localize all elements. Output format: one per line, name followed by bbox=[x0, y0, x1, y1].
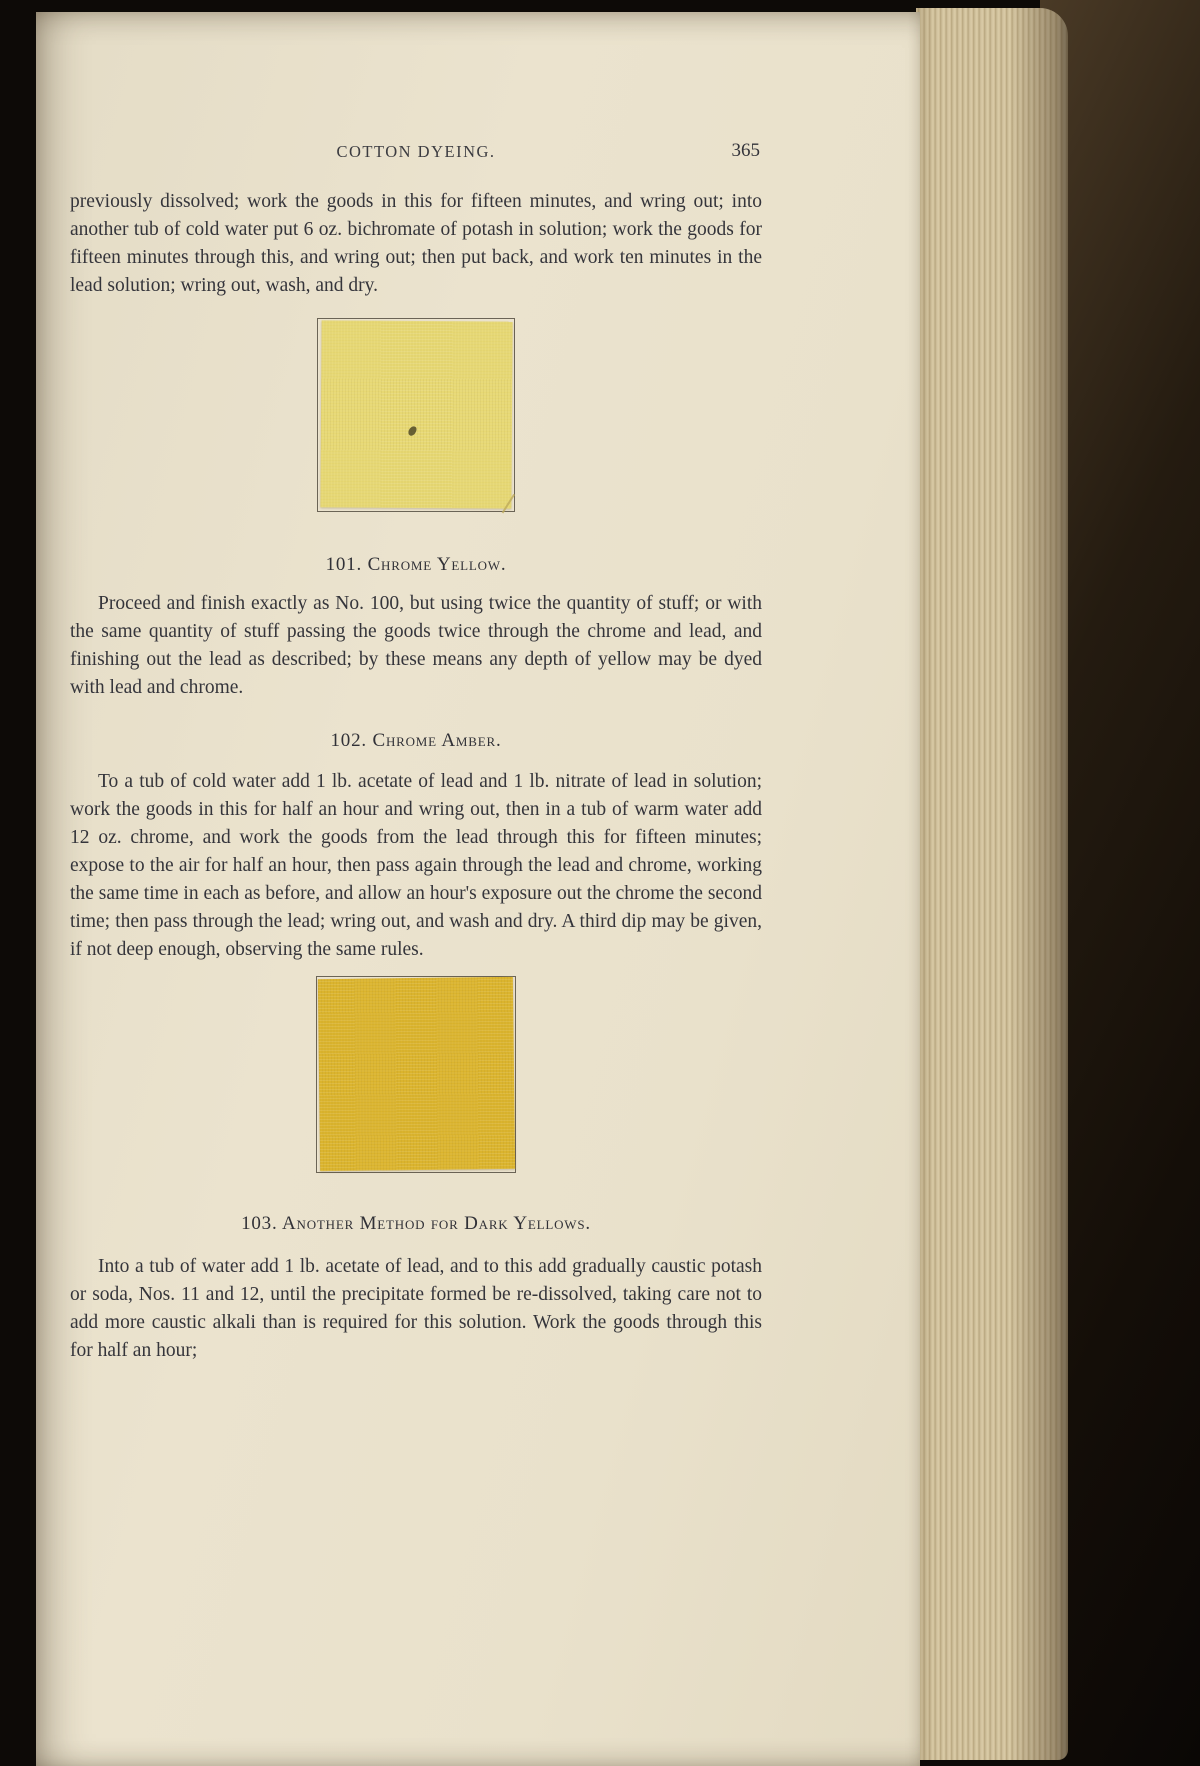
section-body-101: Proceed and finish exactly as No. 100, but using twice the quantity of stuff; or with the same quantity of stuff passing the goods twice through the chrome and lead, and finishing out the lead as described; by these means any depth of yellow may be dyed with lead and chrome. bbox=[70, 593, 762, 698]
intro-paragraph: previously dissolved; work the goods in this for fifteen minutes, and wring out; into another tub of cold water put 6 oz. bichromate of potash in solution; work the goods for fifteen minutes through this, and wring out; then put back, and work ten minutes in the lead solution; wring out, wash, and dry. bbox=[70, 191, 762, 296]
section-heading-103: 103. Another Method for Dark Yellows. bbox=[241, 1213, 591, 1234]
running-title: COTTON DYEING. bbox=[336, 142, 496, 161]
text-column bbox=[70, 140, 762, 1365]
fabric-blemish bbox=[407, 425, 418, 437]
chrome-yellow-fabric-sample bbox=[320, 320, 512, 508]
loose-thread bbox=[502, 494, 515, 514]
section-body-102: To a tub of cold water add 1 lb. acetate of lead and 1 lb. nitrate of lead in solution; work the goods in this for half an hour and wring out, then in a tub of warm water add 12 oz. chrome, and work the goods from the lead through this for fifteen minutes; expose to the air for half an hour, then pass again through the lead and chrome, working the same time in each as before, and allow an hour's exposure out the chrome the second time; then pass through the lead; wring out, and wash and dry. A third dip may be given, if not deep enough, observing the same rules. bbox=[70, 771, 762, 960]
book-page bbox=[36, 12, 920, 1766]
section-heading-101: 101. Chrome Yellow. bbox=[325, 554, 507, 575]
page-header bbox=[70, 140, 762, 162]
chrome-yellow-swatch-frame bbox=[317, 318, 515, 512]
section-heading-102: 102. Chrome Amber. bbox=[330, 730, 502, 751]
page-number: 365 bbox=[731, 140, 760, 161]
chrome-amber-swatch-frame bbox=[316, 976, 516, 1173]
section-body-103: Into a tub of water add 1 lb. acetate of lead, and to this add gradually caustic potash or soda, Nos. 11 and 12, until the precipitate formed be re-dissolved, taking care not to add more caustic alkali than is required for this solution. Work the goods through this for half an hour; bbox=[70, 1256, 762, 1361]
page-edge-stack bbox=[916, 8, 1068, 1760]
chrome-amber-fabric-sample bbox=[318, 977, 515, 1171]
